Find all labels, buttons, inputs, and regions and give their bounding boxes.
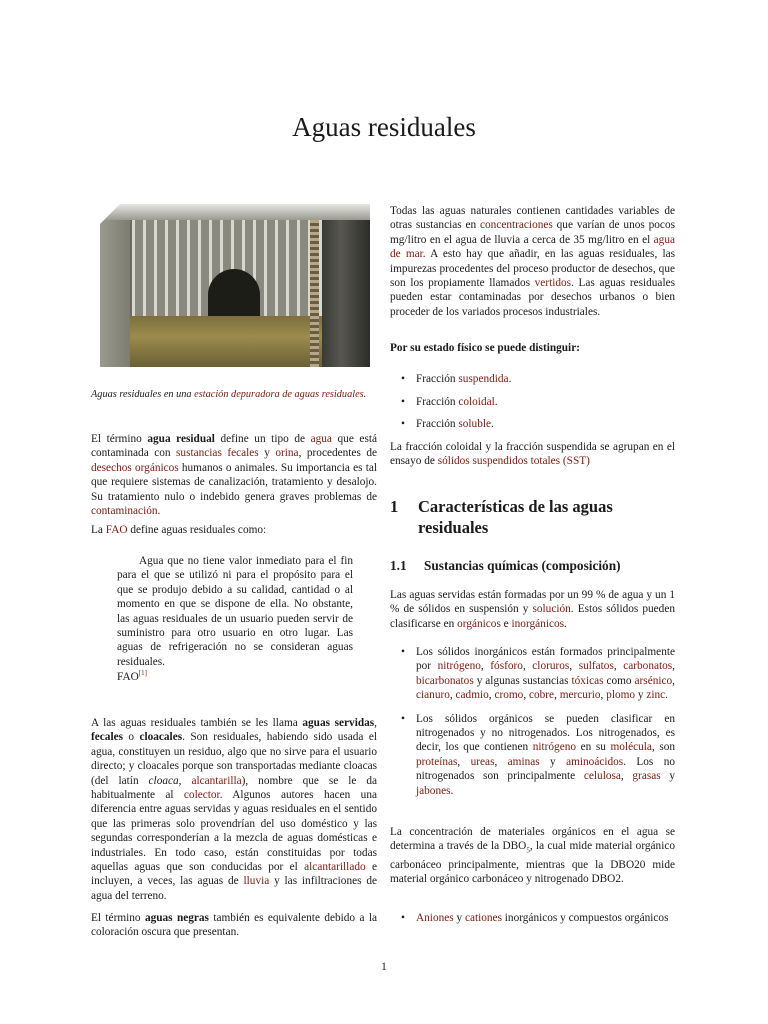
link[interactable]: contaminación <box>91 505 158 518</box>
link[interactable]: coloidal <box>458 395 495 408</box>
negras-paragraph: El término aguas negras también es equivalente debido a la coloración oscura que presentan. <box>91 912 378 939</box>
link[interactable]: grasas <box>632 770 661 783</box>
page-title: Aguas residuales <box>292 112 476 142</box>
list-item: • Fracción coloidal. <box>390 391 675 414</box>
quote-source: FAO[1] <box>117 669 147 683</box>
link[interactable]: vertidos <box>534 277 572 290</box>
link[interactable]: cadmio <box>455 689 489 702</box>
link[interactable]: molécula <box>610 741 652 754</box>
link[interactable]: mercurio <box>559 689 601 702</box>
ions-list <box>390 911 675 925</box>
link[interactable]: arsénico <box>634 674 673 687</box>
figure-caption: Aguas residuales en una estación depuradora de aguas residuales. <box>91 389 367 400</box>
link[interactable]: zinc <box>646 689 666 702</box>
list-item: • Los sólidos orgánicos se pueden clasificar en nitrogenados y no nitrogenados. Los nitrogenados, es decir, los que contienen nitrógeno en su molécula, son proteínas, ureas, aminas y aminoácidos. Los no nitrogenados son principalmente celulosa, grasas y jabones. <box>390 712 675 798</box>
list-item: • Fracción soluble. <box>390 413 675 436</box>
solids-list <box>390 645 675 798</box>
link[interactable]: sustancias fecales <box>176 447 259 460</box>
link[interactable]: orina <box>275 447 299 460</box>
link[interactable]: proteínas <box>416 755 458 768</box>
link[interactable]: ureas <box>470 755 495 768</box>
link[interactable]: bicarbonatos <box>416 674 474 687</box>
subsection-heading: 1.1 Sustancias químicas (composición) <box>390 558 621 573</box>
link[interactable]: cationes <box>464 912 502 924</box>
link[interactable]: solución <box>532 603 571 616</box>
link[interactable]: jabones <box>416 784 451 797</box>
page-number: 1 <box>381 961 387 973</box>
link[interactable]: sulfatos <box>578 660 614 673</box>
link[interactable]: nitrógeno <box>532 741 577 754</box>
link[interactable]: aminas <box>507 755 540 768</box>
link[interactable]: orgánicos <box>457 617 501 630</box>
link[interactable]: colector <box>183 789 220 802</box>
section-heading: 1 Características de las aguas residuales <box>390 497 613 537</box>
list-item: • Los sólidos inorgánicos están formados principalmente por nitrógeno, fósforo, cloruros, sulfatos, carbonatos, bicarbonatos y algunas sustancias tóxicas como arsénico, cianuro, cadmio, cromo, cobre, mercurio, plomo y zinc. <box>390 645 675 703</box>
list-item: • Fracción suspendida. <box>390 368 675 391</box>
fao-link[interactable]: FAO <box>105 524 128 536</box>
link[interactable]: concentraciones <box>480 219 553 232</box>
fao-quote: Agua que no tiene valor inmediato para el fin para el que se utilizó ni para el propósito para el que se produjo debido a su calidad, cantidad o al momento en que se dispone de ella. No obstante, las aguas residuales de un usuario pueden servir de suministro para otro usuario en otro lugar. Las aguas de refrigeración no se consideran aguas residuales. <box>117 555 353 668</box>
composition-paragraph: Las aguas servidas están formadas por un 99 % de agua y un 1 % de sólidos en suspensión y solución. Estos sólidos pueden clasificarse en orgánicos e inorgánicos. <box>390 589 675 630</box>
link[interactable]: nitrógeno <box>437 660 481 673</box>
intro-paragraph: El término agua residual define un tipo de agua que está contaminada con sustancias fecales y orina, procedentes de desechos orgánicos humanos o animales. Su importancia es tal que requiere sistemas de canalización, tratamiento y desalojo. Su tratamiento nulo o indebido genera graves problemas de contaminación. <box>91 433 378 518</box>
link[interactable]: celulosa <box>583 770 621 783</box>
fractions-list <box>390 368 675 436</box>
fao-intro: La FAO define aguas residuales como: <box>91 524 267 536</box>
link[interactable]: alcantarilla <box>191 774 242 787</box>
natural-waters-paragraph: Todas las aguas naturales contienen cantidades variables de otras sustancias en concentraciones que varían de unos pocos mg/litro en el agua de lluvia a cerca de 35 mg/litro en el agua de mar. A esto hay que añadir, en las aguas residuales, las impurezas procedentes del proceso productor de desechos, que son los propiamente llamados vertidos. Las aguas residuales pueden estar contaminadas por desechos urbanos o bien proceder de los variados procesos industriales. <box>390 205 675 318</box>
physical-state-heading: Por su estado físico se puede distinguir: <box>390 342 580 354</box>
link[interactable]: fósforo <box>490 660 523 673</box>
link[interactable]: Aniones <box>416 912 454 924</box>
citation-link[interactable]: [1] <box>138 669 147 677</box>
link[interactable]: cloruros <box>532 660 570 673</box>
wastewater-photo <box>100 204 370 367</box>
link[interactable]: carbonatos <box>623 660 673 673</box>
sst-paragraph: La fracción coloidal y la fracción suspendida se agrupan en el ensayo de sólidos suspendidos totales (SST) <box>390 441 675 468</box>
link[interactable]: cianuro <box>416 689 450 702</box>
link[interactable]: plomo <box>606 689 636 702</box>
caption-link[interactable]: estación depuradora de aguas residuales <box>194 389 364 400</box>
link[interactable]: aminoácidos <box>566 755 624 768</box>
link[interactable]: suspendida <box>458 373 509 385</box>
link[interactable]: agua <box>310 433 332 445</box>
link[interactable]: cromo <box>494 689 524 702</box>
dbo-paragraph: La concentración de materiales orgánicos en el agua se determina a través de la $DBO_5$, la cual mide material orgánico carbonáceo principalmente, mientras que la DBO20 mide material orgánico carbonáceo y nitrogenado DBO2. <box>390 826 675 886</box>
link[interactable]: desechos orgánicos <box>91 461 179 474</box>
link[interactable]: soluble <box>458 418 491 430</box>
link[interactable]: lluvia <box>243 875 270 888</box>
link[interactable]: tóxicas <box>571 674 604 687</box>
servidas-paragraph: A las aguas residuales también se les llama aguas servidas, fecales o cloacales. Son residuales, habiendo sido usada el agua, constituyen un residuo, algo que no sirve para el usuario directo; y cloacales porque son transportadas mediante cloacas (del latín cloaca, alcantarilla), nombre que se le da habitualmente al colector. Algunos autores hacen una diferencia entre aguas servidas y aguas residuales en el sentido que las primeras solo provendrían del uso doméstico y las segundas corresponderían a la mezcla de aguas domésticas e industriales. En todo caso, están constituidas por todas aquellas aguas que son conducidas por el alcantarillado e incluyen, a veces, las aguas de lluvia y las infiltraciones de agua del terreno. <box>91 717 377 902</box>
list-item: • Aniones y cationes inorgánicos y compuestos orgánicos <box>390 911 675 925</box>
sst-link[interactable]: sólidos suspendidos totales (SST) <box>437 455 590 468</box>
link[interactable]: alcantarillado <box>304 861 366 874</box>
link[interactable]: inorgánicos <box>511 617 565 630</box>
link[interactable]: agua de mar <box>390 233 675 261</box>
link[interactable]: cobre <box>528 689 555 702</box>
